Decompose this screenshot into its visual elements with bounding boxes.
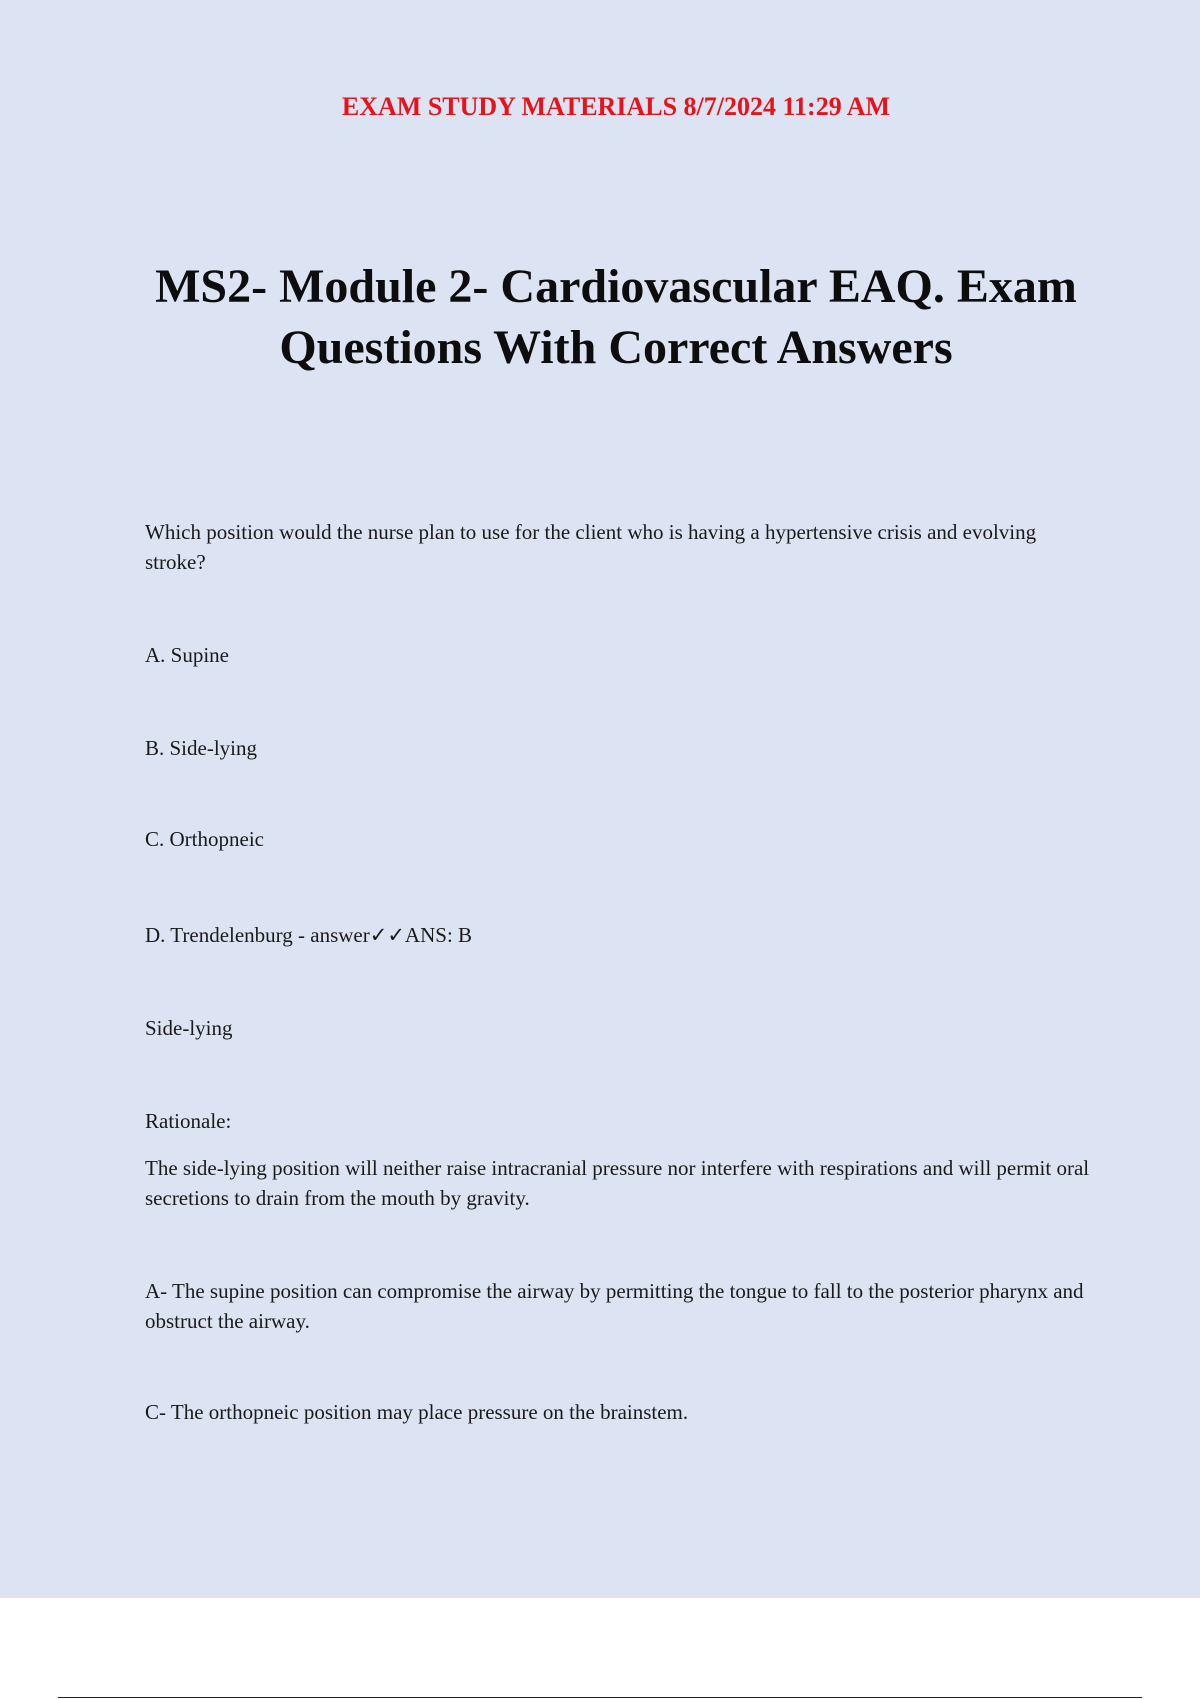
footer-divider — [58, 1697, 1142, 1698]
rationale-label: Rationale: — [145, 1109, 232, 1133]
document-title-line-2: Questions With Correct Answers — [279, 321, 953, 374]
document-header: EXAM STUDY MATERIALS 8/7/2024 11:29 AM — [341, 92, 891, 121]
option-d-with-answer: D. Trendelenburg - answer✓✓ANS: B — [145, 923, 473, 947]
option-a: A. Supine — [145, 643, 229, 667]
explanation-a: A- The supine position can compromise the airway by permitting the tongue to fall to the posterior pharynx and obstruct the airway. — [145, 1279, 1084, 1333]
rationale-text: The side-lying position will neither raise intracranial pressure nor interfere with respirations and will permit oral secretions to drain from the mouth by gravity. — [145, 1156, 1090, 1210]
document-title-line-1: MS2- Module 2- Cardiovascular EAQ. Exam — [155, 260, 1077, 313]
answer-text: Side-lying — [145, 1016, 233, 1040]
option-c: C. Orthopneic — [145, 827, 264, 851]
question-text: Which position would the nurse plan to use for the client who is having a hypertensive crisis and evolving stroke? — [145, 520, 1037, 574]
document-title — [100, 256, 1132, 378]
page-footer-area — [0, 1598, 1200, 1700]
option-b: B. Side-lying — [145, 736, 258, 760]
explanation-c: C- The orthopneic position may place pressure on the brainstem. — [145, 1400, 689, 1424]
